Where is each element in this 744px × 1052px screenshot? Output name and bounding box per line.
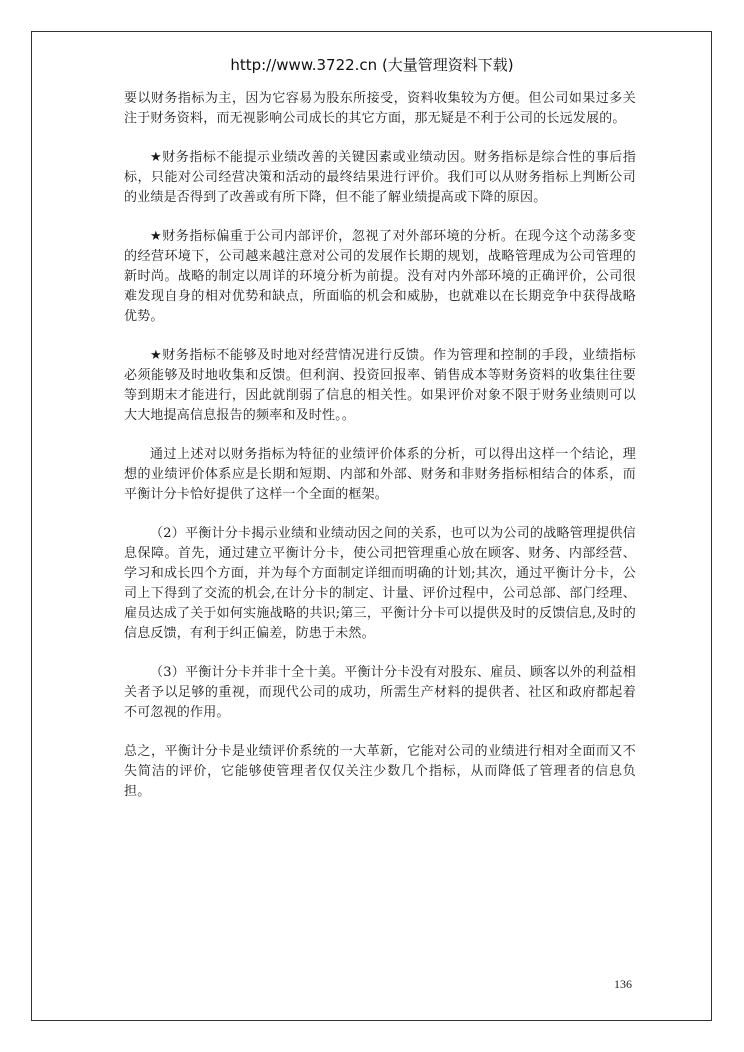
document-body	[124, 89, 636, 821]
paragraph-text: 通过上述对以财务指标为特征的业绩评价体系的分析，可以得出这样一个结论，理想的业绩评价体系应是长期和短期、内部和外部、财务和非财务指标相结合的体系，而平衡计分卡恰好提供了这样一个全面的框架。	[124, 447, 636, 502]
paragraph-text: 财务指标不能提示业绩改善的关键因素或业绩动因。财务指标是综合性的事后指标，只能对公司经营决策和活动的最终结果进行评价。我们可以从财务指标上判断公司的业绩是否得到了改善或有所下降，但不能了解业绩提高或下降的原因。	[124, 150, 636, 205]
header-url: http://www.3722.cn (大量管理资料下载)	[230, 56, 514, 74]
paragraph-summary	[124, 742, 636, 802]
paragraph-text: 财务指标不能够及时地对经营情况进行反馈。作为管理和控制的手段，业绩指标必须能够及时地收集和反馈。但利润、投资回报率、销售成本等财务资料的收集往往要等到期末才能进行，因此就削弱了信息的相关性。如果评价对象不限于财务业绩则可以大大地提高信息报告的频率和及时性。。	[124, 348, 636, 423]
star-bullet-icon: ★	[150, 229, 163, 244]
paragraph-text: 总之，平衡计分卡是业绩评价系统的一大革新，它能对公司的业绩进行相对全面而又不失简洁的评价，它能够使管理者仅仅关注少数几个指标，从而降低了管理者的信息负担。	[124, 744, 636, 799]
paragraph-text: （2）平衡计分卡揭示业绩和业绩动因之间的关系，也可以为公司的战略管理提供信息保障。首先，通过建立平衡计分卡，使公司把管理重心放在顾客、财务、内部经营、学习和成长四个方面，并为每个方面制定详细而明确的计划;其次，通过平衡计分卡，公司上下得到了交流的机会,在计分卡的制定、计量、评价过程中，公司总部、部门经理、雇员达成了关于如何实施战略的共识;第三，平衡计分卡可以提供及时的反馈信息,及时的信息反馈，有利于纠正偏差，防患于未然。	[124, 526, 636, 641]
paragraph-text: （3）平衡计分卡并非十全十美。平衡计分卡没有对股东、雇员、顾客以外的利益相关者予以足够的重视，而现代公司的成功，所需生产材料的提供者、社区和政府都起着不可忽视的作用。	[124, 665, 636, 720]
star-bullet-icon: ★	[150, 150, 163, 165]
paragraph-point-2	[124, 524, 636, 644]
paragraph-point-3	[124, 663, 636, 723]
paragraph-bullet-drivers	[124, 148, 636, 208]
paragraph-conclusion-analysis	[124, 445, 636, 505]
paragraph-continuation	[124, 89, 636, 129]
star-bullet-icon: ★	[150, 348, 163, 363]
paragraph-text: 要以财务指标为主，因为它容易为股东所接受，资料收集较为方便。但公司如果过多关注于财务资料，而无视影响公司成长的其它方面，那无疑是不利于公司的长远发展的。	[124, 91, 636, 126]
paragraph-bullet-environment	[124, 227, 636, 327]
paragraph-bullet-feedback	[124, 346, 636, 426]
page-number: 136	[614, 977, 632, 991]
paragraph-text: 财务指标偏重于公司内部评价，忽视了对外部环境的分析。在现今这个动荡多变的经营环境下，公司越来越注意对公司的发展作长期的规划，战略管理成为公司管理的新时尚。战略的制定以周详的环境分析为前提。没有对内外部环境的正确评价，公司很难发现自身的相对优势和缺点，所面临的机会和威胁，也就难以在长期竞争中获得战略优势。	[124, 229, 636, 324]
